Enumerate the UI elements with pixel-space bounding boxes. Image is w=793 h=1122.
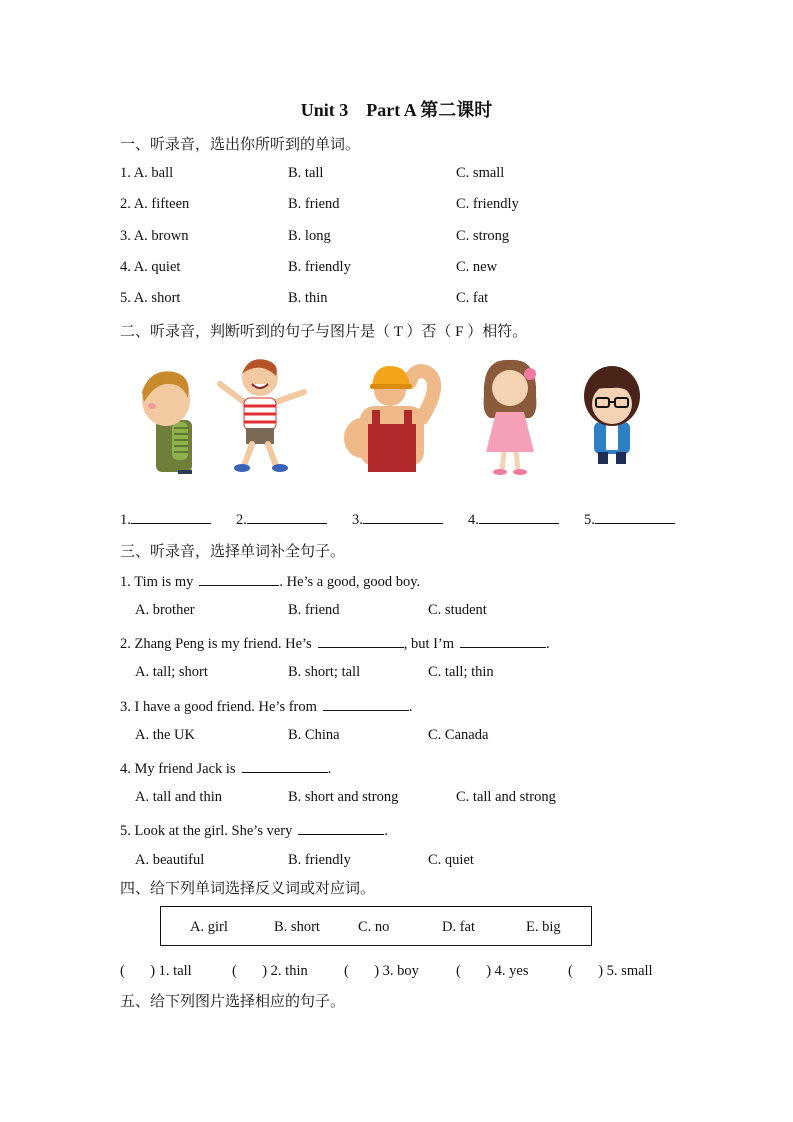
- answer-number: 3.: [352, 512, 363, 528]
- fill-blank[interactable]: [199, 571, 279, 586]
- option-text: A. the UK: [135, 727, 196, 743]
- sentence-3: [120, 696, 413, 716]
- match-item[interactable]: [232, 963, 308, 980]
- boy-with-glasses-icon: [576, 356, 648, 468]
- option-text: C. small: [456, 165, 505, 181]
- word-text: 5. small: [606, 963, 653, 979]
- option-text: B. short and strong: [288, 789, 399, 805]
- answer-paren[interactable]: ( ): [568, 963, 604, 979]
- option-text: C. tall; thin: [428, 664, 494, 680]
- section-3-heading: 三、听录音，选择单词补全句子。: [120, 544, 346, 560]
- sentence-text: 4. My friend Jack is: [120, 761, 236, 777]
- option-text: B. long: [288, 228, 331, 244]
- answer-slot[interactable]: [584, 509, 675, 529]
- answer-number: 1.: [120, 512, 131, 528]
- answer-blank[interactable]: [247, 509, 327, 524]
- fill-blank[interactable]: [460, 633, 546, 648]
- answer-number: 2.: [236, 512, 247, 528]
- sentence-text: .: [384, 823, 388, 839]
- option-text: C. strong: [456, 228, 510, 244]
- option-text: C. friendly: [456, 196, 519, 212]
- sentence-text: 3. I have a good friend. He’s from: [120, 699, 317, 715]
- sentence-1: [120, 571, 420, 591]
- match-item[interactable]: [568, 963, 653, 980]
- word-option: C. no: [358, 919, 390, 935]
- option-text: A. beautiful: [135, 852, 205, 868]
- answer-paren[interactable]: ( ): [344, 963, 380, 979]
- word-option: D. fat: [442, 919, 476, 935]
- section-5-heading: 五、给下列图片选择相应的句子。: [120, 994, 346, 1010]
- answer-number: 5.: [584, 512, 595, 528]
- word-text: 2. thin: [270, 963, 308, 979]
- sentence-4: [120, 758, 331, 778]
- option-text: C. student: [428, 602, 487, 618]
- fill-blank[interactable]: [298, 820, 384, 835]
- option-text: C. tall and strong: [456, 789, 556, 805]
- section-2-heading: 二、听录音，判断听到的句子与图片是（ T ）否（ F ）相符。: [120, 324, 528, 340]
- word-option: A. girl: [190, 919, 228, 935]
- answer-paren[interactable]: ( ): [456, 963, 492, 979]
- option-text: B. friend: [288, 602, 340, 618]
- option-text: A. tall; short: [135, 664, 208, 680]
- page-title: Unit 3 Part A 第二课时: [300, 100, 493, 120]
- word-text: 3. boy: [382, 963, 419, 979]
- option-text: 1. A. ball: [120, 165, 174, 181]
- answer-number: 4.: [468, 512, 479, 528]
- match-item[interactable]: [456, 963, 529, 980]
- option-text: A. brother: [135, 602, 195, 618]
- option-text: C. fat: [456, 290, 489, 306]
- match-item[interactable]: [344, 963, 419, 980]
- answer-blank[interactable]: [595, 509, 675, 524]
- option-text: B. friend: [288, 196, 340, 212]
- answer-slot[interactable]: [352, 509, 443, 529]
- option-text: B. thin: [288, 290, 328, 306]
- option-text: C. new: [456, 259, 498, 275]
- girl-in-pink-dress-icon: [476, 356, 544, 478]
- fill-blank[interactable]: [323, 696, 409, 711]
- option-text: B. friendly: [288, 259, 351, 275]
- word-option: B. short: [274, 919, 320, 935]
- answer-slot[interactable]: [120, 509, 211, 529]
- option-text: 5. A. short: [120, 290, 181, 306]
- option-text: A. tall and thin: [135, 789, 222, 805]
- sentence-5: [120, 820, 388, 840]
- option-text: 2. A. fifteen: [120, 196, 190, 212]
- fill-blank[interactable]: [318, 633, 404, 648]
- answer-slot[interactable]: [236, 509, 327, 529]
- word-text: 4. yes: [494, 963, 529, 979]
- sentence-text: .: [327, 761, 332, 777]
- sentence-text: .: [408, 699, 413, 715]
- waving-boy-icon: [214, 354, 310, 476]
- sentence-text: , but I’m: [403, 636, 455, 652]
- answer-paren[interactable]: ( ): [120, 963, 156, 979]
- sentence-text: 1. Tim is my: [120, 574, 194, 590]
- sentence-2: [120, 633, 550, 653]
- fill-blank[interactable]: [242, 758, 328, 773]
- option-text: C. quiet: [428, 852, 474, 868]
- sentence-text: 5. Look at the girl. She’s very: [120, 823, 293, 839]
- answer-blank[interactable]: [131, 509, 211, 524]
- option-text: B. China: [288, 727, 340, 743]
- option-text: B. friendly: [288, 852, 351, 868]
- section-4-heading: 四、给下列单词选择反义词或对应词。: [120, 881, 376, 897]
- option-text: B. tall: [288, 165, 324, 181]
- shy-boy-icon: [130, 362, 202, 476]
- option-text: C. Canada: [428, 727, 489, 743]
- answer-blank[interactable]: [363, 509, 443, 524]
- option-text: B. short; tall: [288, 664, 361, 680]
- word-option: E. big: [526, 919, 561, 935]
- answer-blank[interactable]: [479, 509, 559, 524]
- answer-paren[interactable]: ( ): [232, 963, 268, 979]
- sentence-text: . He’s a good, good boy.: [279, 574, 421, 590]
- strong-worker-icon: [334, 362, 454, 474]
- sentence-text: .: [546, 636, 550, 652]
- word-text: 1. tall: [158, 963, 192, 979]
- answer-slot[interactable]: [468, 509, 559, 529]
- option-text: 4. A. quiet: [120, 259, 181, 275]
- section-1-heading: 一、听录音，选出你所听到的单词。: [120, 137, 361, 153]
- match-item[interactable]: [120, 963, 192, 980]
- sentence-text: 2. Zhang Peng is my friend. He’s: [120, 636, 312, 652]
- option-text: 3. A. brown: [120, 228, 189, 244]
